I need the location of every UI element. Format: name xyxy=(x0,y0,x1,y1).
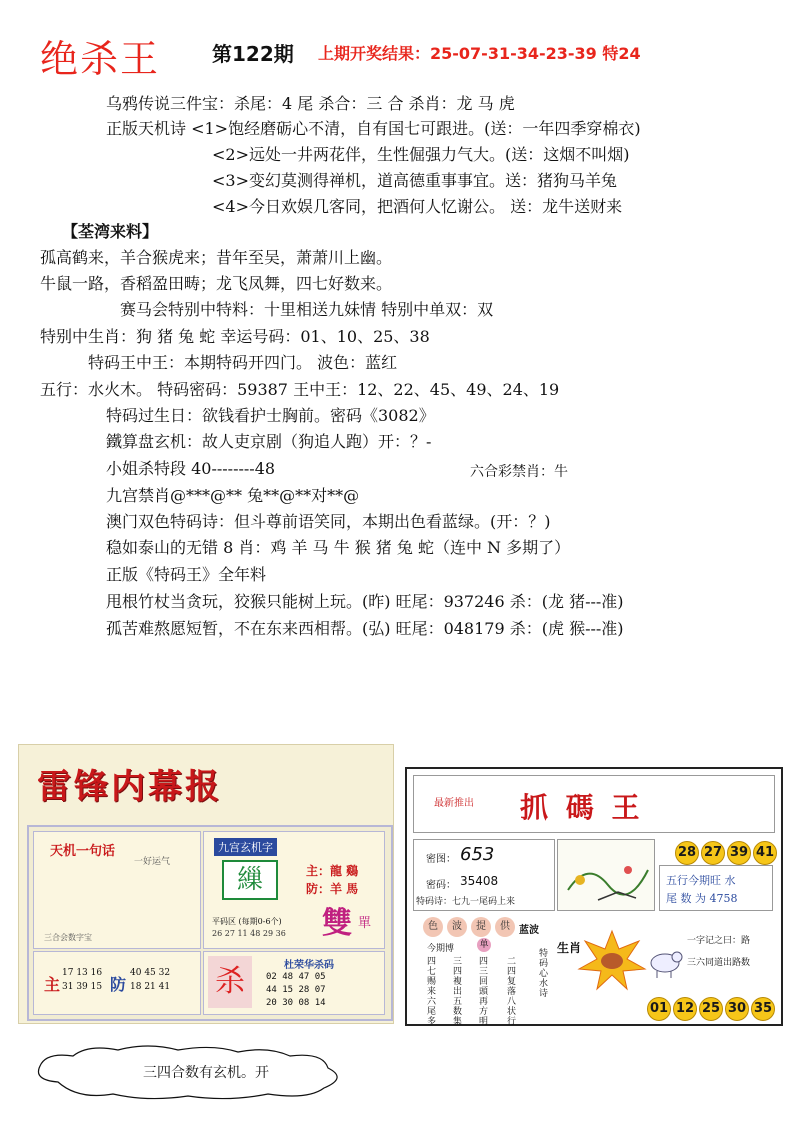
ball-top: 28 xyxy=(675,841,699,865)
jiugong-label: 九宫玄机字 xyxy=(214,838,277,856)
big-char: 雙 xyxy=(322,906,352,941)
mitu-label: 密图： xyxy=(426,854,456,865)
line-quanwan-2: 牛鼠一路，香稻盈田畴；龙飞凤舞，四七好数来。 xyxy=(40,274,393,293)
line-abacus: 鐵算盘玄机：故人吏京剧（狗追人跑）开：？- xyxy=(106,432,432,451)
line-birthday: 特码过生日：欲钱看护士胸前。密码《3082》 xyxy=(106,406,435,425)
bose-pill: 供 xyxy=(495,917,515,937)
fang-nums-1: 40 45 32 xyxy=(130,968,171,978)
goat-icon xyxy=(647,945,683,979)
line-horse-club: 赛马会特别中特料：十里相送九妹情 特别中单双：双 xyxy=(120,300,494,319)
issue-number: 第122期 xyxy=(212,42,294,66)
line-eight-zodiac: 稳如泰山的无错 8 肖：鸡 羊 马 牛 猴 猪 兔 蛇（连中 N 多期了） xyxy=(106,538,571,557)
small-char: 單 xyxy=(358,916,372,931)
ink-painting xyxy=(557,839,655,911)
panel-title: 雷锋内幕报 xyxy=(37,767,222,807)
mima-value: 35408 xyxy=(460,874,499,888)
line-quanwan-1: 孤高鹤来，羊合猴虎来；昔年至吴，萧萧川上幽。 xyxy=(40,248,393,267)
last-result: 上期开奖结果：25-07-31-34-23-39 特24 xyxy=(318,44,641,63)
panel-grid xyxy=(27,825,393,1021)
pingma-nums: 26 27 11 48 29 36 xyxy=(212,929,286,938)
line-king: 特码王中王：本期特码开四门。 波色：蓝红 xyxy=(88,353,398,372)
line-annual: 正版《特码王》全年料 xyxy=(106,565,267,584)
yizi-text: 一字记之曰：路 xyxy=(687,936,751,946)
poem-col-2: 三四複出五数集 xyxy=(453,957,463,1027)
zhu-nums-2: 31 39 15 xyxy=(62,982,103,992)
line-bitter: 孤苦难熬愿短暂，不在东来西相帮。(弘) 旺尾：048179 杀：(虎 猴---准) xyxy=(106,619,624,638)
tianji-sub: 一好运气 xyxy=(134,857,171,867)
ball-bottom: 12 xyxy=(673,997,697,1021)
title-box xyxy=(413,775,775,833)
bose-pill: 色 xyxy=(423,917,443,937)
ball-top: 27 xyxy=(701,841,725,865)
ball-bottom: 25 xyxy=(699,997,723,1021)
wuxing-text: 五行今期旺 水 xyxy=(666,874,736,887)
weishu-text: 尾 数 为 4758 xyxy=(666,892,738,905)
sanliu-text: 三六同道出路数 xyxy=(687,958,751,968)
ball-bottom: 30 xyxy=(725,997,749,1021)
zhu-label: 主 xyxy=(44,975,61,994)
section-title: 【荃湾来料】 xyxy=(62,222,159,241)
line-poem-3: <3>变幻莫测得禅机，道高德重事事宜。送：猪狗马羊兔 xyxy=(212,171,617,190)
line-zodiac: 特别中生肖：狗 猪 兔 蛇 幸运号码：01、10、25、38 xyxy=(40,327,430,346)
cloud-text: 三四合数有玄机。开 xyxy=(143,1065,269,1081)
dujia-label: 杜荣华杀码 xyxy=(284,960,334,971)
starburst-icon xyxy=(577,929,647,991)
logo-title: 绝杀王 xyxy=(40,37,161,81)
ball-top: 41 xyxy=(753,841,777,865)
right-title: 抓 碼 王 xyxy=(520,791,644,824)
mitu-value: 653 xyxy=(460,844,495,865)
ball-bottom: 01 xyxy=(647,997,671,1021)
mitu-box xyxy=(413,839,555,911)
bose-value: 蓝波 xyxy=(519,925,539,936)
sha-char: 杀 xyxy=(208,956,252,1008)
line-poem-4: <4>今日欢娱几客同，把酒何人忆谢公。 送：龙牛送财来 xyxy=(212,197,623,216)
cloud-bubble xyxy=(28,1042,358,1102)
ball-top: 39 xyxy=(727,841,751,865)
bose-pill: 提 xyxy=(471,917,491,937)
fang-nums-2: 18 21 41 xyxy=(130,982,171,992)
ball-bottom: 35 xyxy=(751,997,775,1021)
jiugong-box xyxy=(203,831,385,949)
tianji-box xyxy=(33,831,201,949)
fang-label: 防 xyxy=(110,975,127,994)
line-segment: 小姐杀特段 40--------48 xyxy=(106,459,276,478)
banner-text: 三合会数字宝 xyxy=(44,933,92,942)
line-ban: 六合彩禁肖：牛 xyxy=(470,464,568,480)
poem-col-3: 四三回頭再方明 xyxy=(479,957,489,1027)
poem-col-4: 二四复落八状行 xyxy=(507,957,517,1027)
pingma-label: 平码区 (每期0-6个) xyxy=(212,917,282,926)
line-nine-palace: 九宫禁肖@***@** 兔**@**对**@ xyxy=(106,486,360,505)
jinqi-label: 今期博 xyxy=(427,944,455,954)
jinqi-value: 单 xyxy=(477,938,491,952)
dujia-row-1: 02 48 47 05 xyxy=(266,972,326,982)
line-poem-1: 正版天机诗 <1>饱经磨砺心不清，自有国七可跟进。(送：一年四季穿棉衣) xyxy=(106,119,641,138)
zhu-fang-box xyxy=(33,951,201,1015)
temashi: 特码诗：七九一尾码上来 xyxy=(416,897,516,907)
poem-col-1: 四七赐来六尾多 xyxy=(427,957,437,1027)
bose-pill: 波 xyxy=(447,917,467,937)
dujia-box xyxy=(203,951,385,1015)
left-newspaper-panel xyxy=(18,744,394,1024)
wuxing-box xyxy=(659,865,773,911)
zhu-nums-1: 17 13 16 xyxy=(62,968,103,978)
line-poem-2: <2>远处一井两花伴，生性倔强力气大。(送：这烟不叫烟) xyxy=(212,145,630,164)
line-macau: 澳门双色特码诗：但斗尊前语笑同，本期出色看蓝绿。(开：？) xyxy=(106,512,551,531)
texiao-col: 特码心水诗 xyxy=(539,949,549,999)
fang-zodiac: 防：羊 馬 xyxy=(306,882,359,896)
shengxiao-label: 生肖 xyxy=(557,941,582,955)
main-char: 繅 xyxy=(222,860,278,900)
right-newspaper-panel xyxy=(405,767,783,1026)
line-bamboo: 甩根竹杖当贪玩，狡猴只能树上玩。(昨) 旺尾：937246 杀：(龙 猪---准) xyxy=(106,592,624,611)
zhu-zodiac: 主：龍 鷄 xyxy=(306,864,359,878)
tianji-label: 天机一句话 xyxy=(50,844,116,859)
line-wuxing: 五行：水火木。 特码密码：59387 王中王：12、22、45、49、24、19 xyxy=(40,380,560,399)
dujia-row-2: 44 15 28 07 xyxy=(266,985,326,995)
dujia-row-3: 20 30 08 14 xyxy=(266,998,326,1008)
mima-label: 密码： xyxy=(426,880,456,891)
new-tag: 最新推出 xyxy=(434,798,474,809)
line-raven: 乌鸦传说三件宝：杀尾：4 尾 杀合：三 合 杀肖：龙 马 虎 xyxy=(106,94,515,113)
